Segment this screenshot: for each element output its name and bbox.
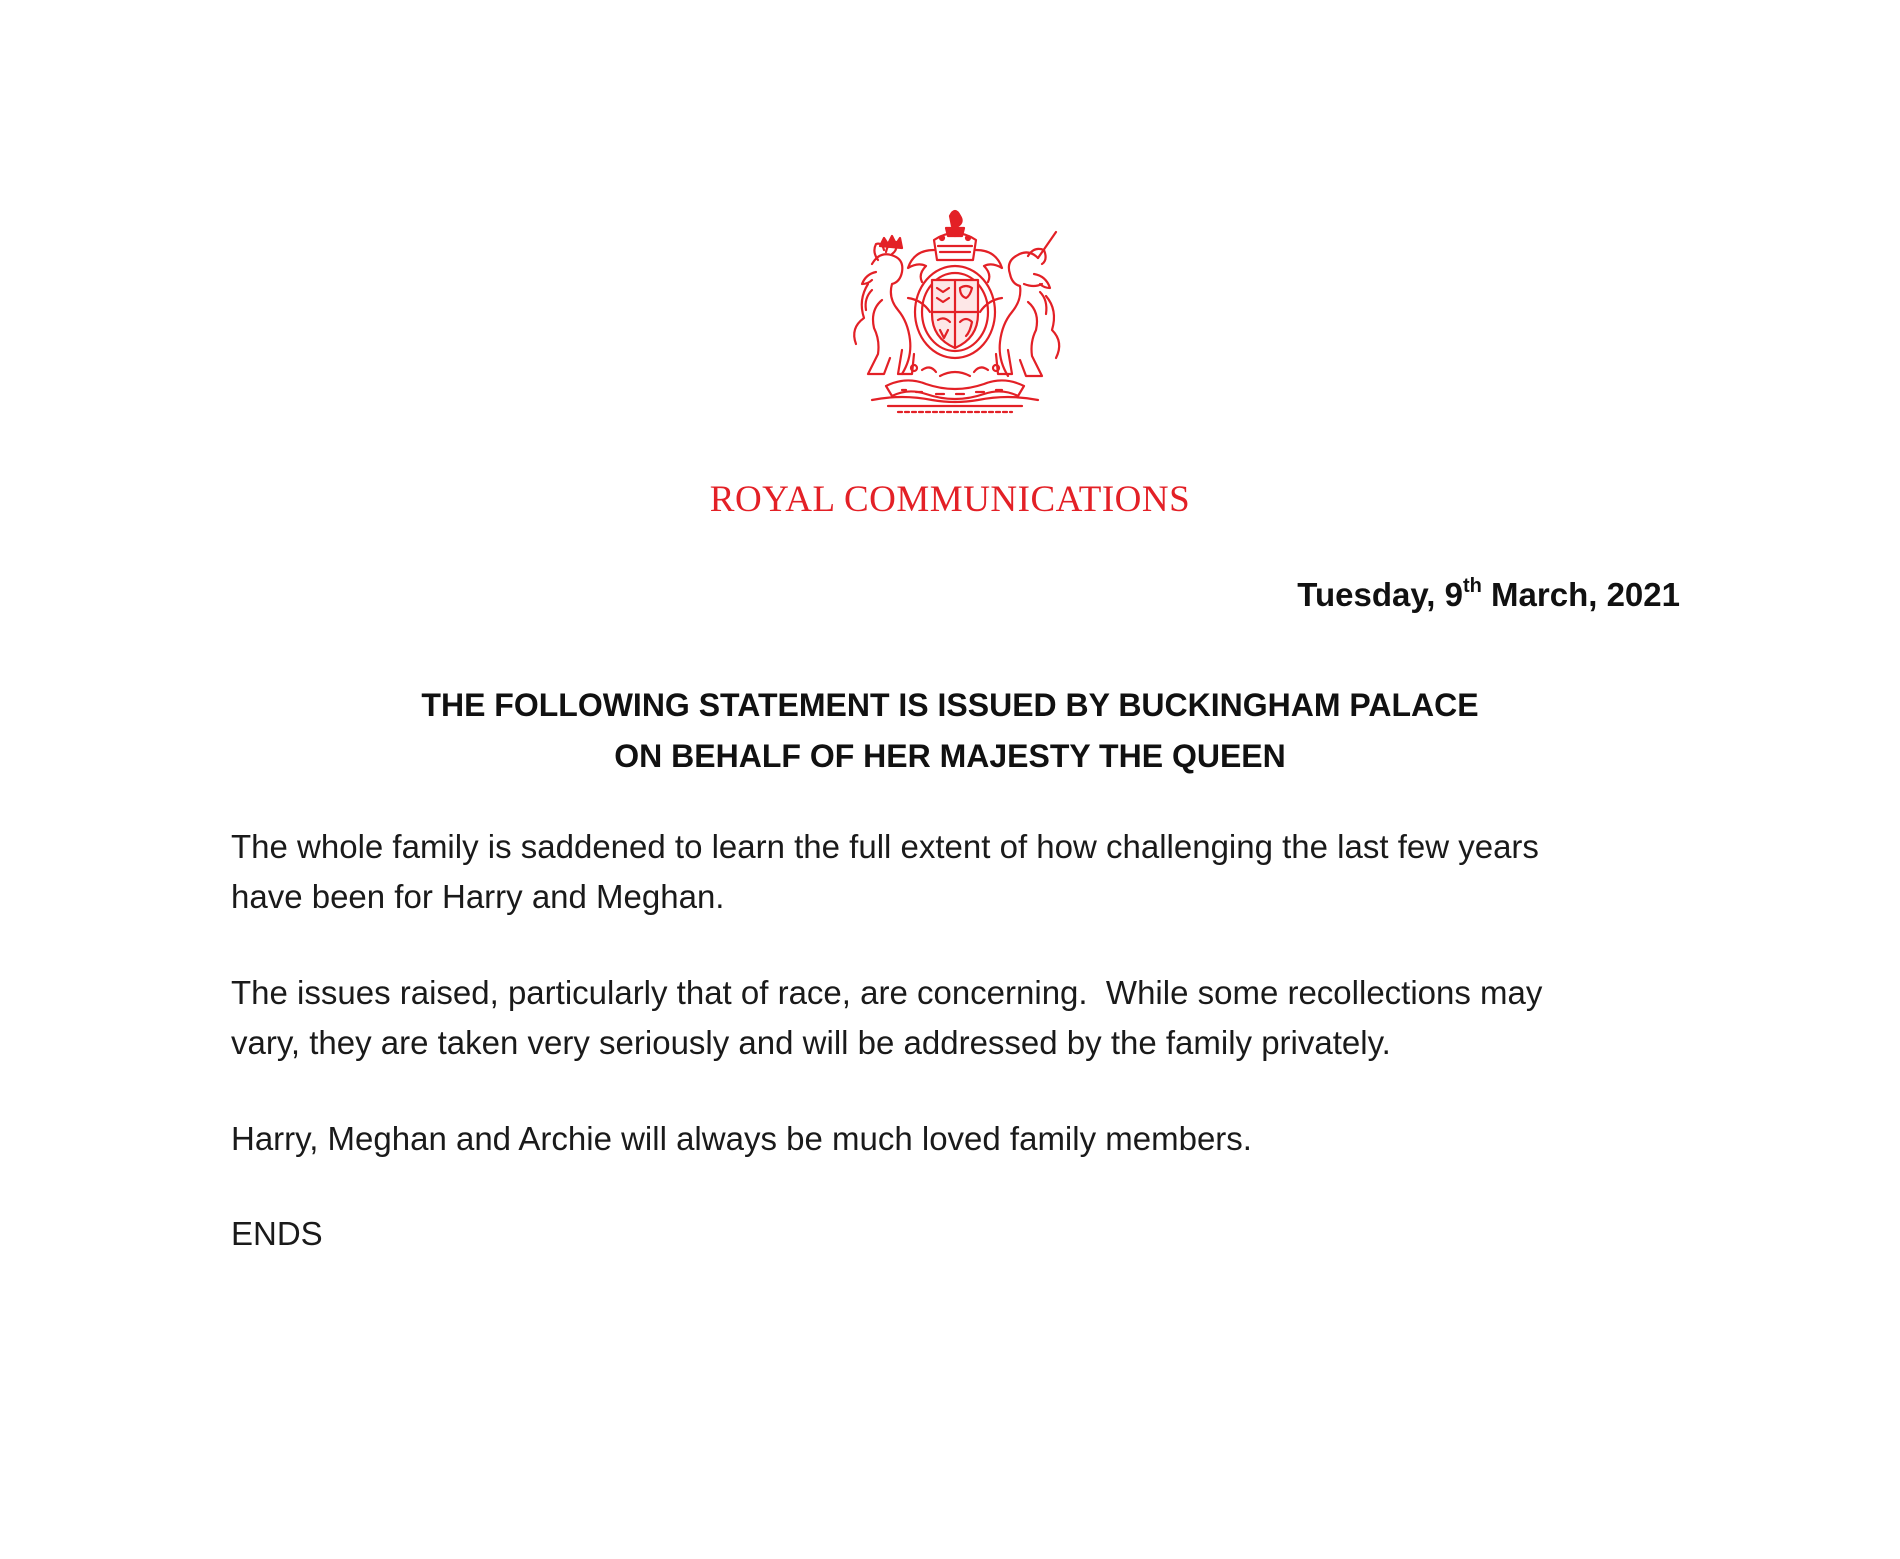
paragraph-2	[231, 968, 1691, 1068]
heading-line-2: ON BEHALF OF HER MAJESTY THE QUEEN	[614, 738, 1286, 774]
date-ordinal: th	[1462, 575, 1482, 597]
heading-line-1: THE FOLLOWING STATEMENT IS ISSUED BY BUCKINGHAM PALACE	[421, 687, 1479, 723]
paragraph-3	[231, 1114, 1691, 1164]
paragraph-1-line-2: have been for Harry and Meghan.	[231, 878, 725, 915]
statement-date	[1297, 576, 1680, 614]
statement-heading	[0, 680, 1900, 782]
org-title: ROYAL COMMUNICATIONS	[709, 479, 1191, 520]
royal-coat-of-arms-icon	[842, 200, 1068, 418]
paragraph-1-line-1: The whole family is saddened to learn the full extent of how challenging the last few years	[231, 828, 1539, 865]
paragraph-1	[231, 822, 1691, 922]
ends-text: ENDS	[231, 1215, 323, 1252]
paragraph-2-line-2: vary, they are taken very seriously and will be addressed by the family privately.	[231, 1024, 1391, 1061]
date-month-year: March, 2021	[1481, 576, 1680, 613]
paragraph-3-line-1: Harry, Meghan and Archie will always be much loved family members.	[231, 1120, 1252, 1157]
ends-marker	[231, 1209, 1691, 1259]
date-day: Tuesday, 9	[1297, 576, 1463, 613]
paragraph-2-line-1: The issues raised, particularly that of race, are concerning. While some recollections may	[231, 974, 1543, 1011]
